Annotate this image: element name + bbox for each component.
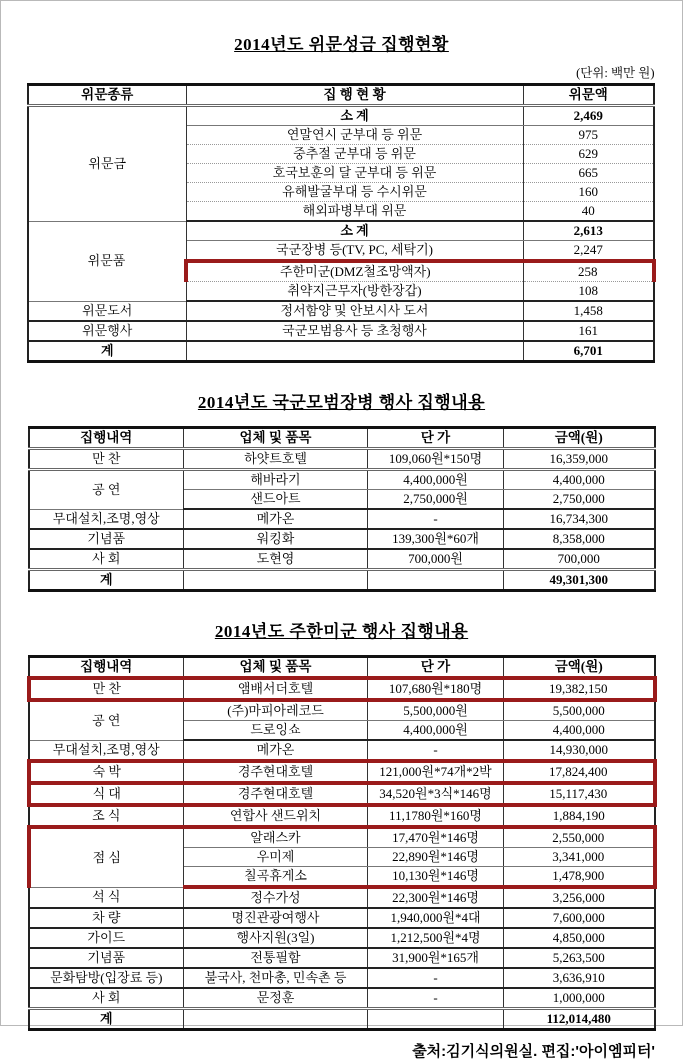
cell-exec: 연말연시 군부대 등 위문 bbox=[186, 126, 523, 145]
cell-amount: 7,600,000 bbox=[504, 908, 655, 928]
cell-amount: 161 bbox=[523, 321, 654, 341]
cell-unit-price: 17,470원*146명 bbox=[368, 827, 504, 848]
cell-unit-price: 139,300원*60개 bbox=[368, 529, 504, 549]
cell-amount: 2,247 bbox=[523, 241, 654, 262]
consolation-fund-table bbox=[27, 83, 656, 363]
cell-empty bbox=[184, 570, 368, 591]
table-row bbox=[29, 968, 655, 988]
cell-vendor: 우미제 bbox=[184, 848, 368, 867]
cell-amount: 4,400,000 bbox=[504, 470, 655, 490]
cell-category: 사 회 bbox=[29, 988, 184, 1009]
cell-amount: 5,500,000 bbox=[504, 700, 655, 721]
cell-amount: 108 bbox=[523, 282, 654, 302]
cell-category: 차 량 bbox=[29, 908, 184, 928]
total-amount: 49,301,300 bbox=[504, 570, 655, 591]
header-unit-price: 단 가 bbox=[368, 657, 504, 679]
cell-amount: 3,341,000 bbox=[504, 848, 655, 867]
total-amount: 112,014,480 bbox=[504, 1009, 655, 1030]
cell-category: 무대설치,조명,영상 bbox=[29, 509, 184, 529]
cell-amount: 17,824,400 bbox=[504, 761, 655, 783]
cell-amount: 629 bbox=[523, 145, 654, 164]
table-row-highlighted bbox=[29, 783, 655, 805]
unit-note: (단위: 백만 원) bbox=[576, 66, 655, 80]
table-row bbox=[28, 221, 654, 241]
cell-category: 숙 박 bbox=[29, 761, 184, 783]
table-row bbox=[29, 529, 655, 549]
table-row-highlighted bbox=[29, 827, 655, 848]
table-header-row bbox=[29, 657, 655, 679]
cell-vendor: 전통필함 bbox=[184, 948, 368, 968]
cell-amount: 2,550,000 bbox=[504, 827, 655, 848]
table-row bbox=[29, 470, 655, 490]
table-row bbox=[29, 908, 655, 928]
cell-vendor: 칠곡휴게소 bbox=[184, 867, 368, 888]
cell-empty bbox=[186, 341, 523, 362]
cell-unit-price: 1,940,000원*4대 bbox=[368, 908, 504, 928]
cell-amount: 2,613 bbox=[523, 221, 654, 241]
cell-amount: 2,469 bbox=[523, 106, 654, 126]
cell-category: 조 식 bbox=[29, 805, 184, 827]
cell-vendor: 메가온 bbox=[184, 740, 368, 761]
cell-exec-usfk-dmz: 주한미군(DMZ철조망액자) bbox=[186, 261, 523, 282]
cell-vendor: 명진관광여행사 bbox=[184, 908, 368, 928]
total-label: 계 bbox=[28, 341, 186, 362]
cell-unit-price: - bbox=[368, 988, 504, 1009]
table-row bbox=[29, 928, 655, 948]
category-performance: 공 연 bbox=[29, 470, 184, 510]
cell-unit-price: 700,000원 bbox=[368, 549, 504, 570]
cell-unit-price: 107,680원*180명 bbox=[368, 678, 504, 700]
cell-exec: 호국보훈의 달 군부대 등 위문 bbox=[186, 164, 523, 183]
usfk-event-table bbox=[27, 655, 657, 1031]
cell-vendor: 하얏트호텔 bbox=[184, 449, 368, 470]
table-header-row bbox=[28, 85, 654, 106]
cell-amount: 4,400,000 bbox=[504, 721, 655, 741]
cell-amount: 700,000 bbox=[504, 549, 655, 570]
cell-empty bbox=[368, 1009, 504, 1030]
cell-exec: 취약지근무자(방한장갑) bbox=[186, 282, 523, 302]
cell-vendor: 메가온 bbox=[184, 509, 368, 529]
cell-vendor: 문정훈 bbox=[184, 988, 368, 1009]
cell-amount: 665 bbox=[523, 164, 654, 183]
header-vendor: 업체 및 품목 bbox=[184, 657, 368, 679]
cell-amount: 16,734,300 bbox=[504, 509, 655, 529]
cell-exec: 중추절 군부대 등 위문 bbox=[186, 145, 523, 164]
table-row bbox=[29, 948, 655, 968]
cell-vendor: 도현영 bbox=[184, 549, 368, 570]
cell-amount: 40 bbox=[523, 202, 654, 222]
category-consolation-events: 위문행사 bbox=[28, 321, 186, 341]
cell-amount: 19,382,150 bbox=[504, 678, 655, 700]
cell-amount: 2,750,000 bbox=[504, 490, 655, 510]
cell-amount: 15,117,430 bbox=[504, 783, 655, 805]
cell-exec: 소 계 bbox=[186, 221, 523, 241]
table-row bbox=[29, 887, 655, 908]
cell-vendor: 알래스카 bbox=[184, 827, 368, 848]
cell-unit-price: 109,060원*150명 bbox=[368, 449, 504, 470]
total-amount: 6,701 bbox=[523, 341, 654, 362]
table-total-row bbox=[29, 1009, 655, 1030]
cell-vendor: 샌드아트 bbox=[184, 490, 368, 510]
category-lunch: 점 심 bbox=[29, 827, 184, 887]
cell-category: 만 찬 bbox=[29, 678, 184, 700]
cell-vendor: 경주현대호텔 bbox=[184, 783, 368, 805]
header-amount: 금액(원) bbox=[504, 657, 655, 679]
table-total-row bbox=[28, 341, 654, 362]
cell-unit-price: 4,400,000원 bbox=[368, 721, 504, 741]
cell-vendor: 정수가성 bbox=[184, 887, 368, 908]
total-label: 계 bbox=[29, 1009, 184, 1030]
table-row-highlighted bbox=[29, 678, 655, 700]
category-consolation-goods: 위문품 bbox=[28, 221, 186, 301]
cell-unit-price: 11,1780원*160명 bbox=[368, 805, 504, 827]
total-label: 계 bbox=[29, 570, 184, 591]
cell-category: 기념품 bbox=[29, 529, 184, 549]
cell-amount: 3,256,000 bbox=[504, 887, 655, 908]
category-consolation-money: 위문금 bbox=[28, 106, 186, 222]
cell-exec: 해외파병부대 위문 bbox=[186, 202, 523, 222]
table3-title: 2014년도 주한미군 행사 집행내용 bbox=[214, 622, 469, 641]
header-amount: 위문액 bbox=[523, 85, 654, 106]
cell-exec: 소 계 bbox=[186, 106, 523, 126]
cell-amount: 14,930,000 bbox=[504, 740, 655, 761]
cell-category: 문화탐방(입장료 등) bbox=[29, 968, 184, 988]
cell-unit-price: 4,400,000원 bbox=[368, 470, 504, 490]
cell-unit-price: 5,500,000원 bbox=[368, 700, 504, 721]
cell-unit-price: - bbox=[368, 509, 504, 529]
model-soldiers-event-table bbox=[28, 426, 656, 592]
cell-vendor: 워킹화 bbox=[184, 529, 368, 549]
header-amount: 금액(원) bbox=[504, 428, 655, 449]
table-row bbox=[28, 321, 654, 341]
cell-unit-price: 121,000원*74개*2박 bbox=[368, 761, 504, 783]
cell-amount: 3,636,910 bbox=[504, 968, 655, 988]
cell-unit-price: 10,130원*146명 bbox=[368, 867, 504, 888]
table-row bbox=[29, 700, 655, 721]
cell-amount: 975 bbox=[523, 126, 654, 145]
table-row bbox=[28, 301, 654, 321]
table-header-row bbox=[29, 428, 655, 449]
cell-exec: 국군모범용사 등 초청행사 bbox=[186, 321, 523, 341]
cell-vendor: 드로잉쇼 bbox=[184, 721, 368, 741]
cell-amount-usfk-dmz: 258 bbox=[523, 261, 654, 282]
cell-unit-price: 22,890원*146명 bbox=[368, 848, 504, 867]
cell-exec: 유해발굴부대 등 수시위문 bbox=[186, 183, 523, 202]
cell-amount: 4,850,000 bbox=[504, 928, 655, 948]
header-type: 위문종류 bbox=[28, 85, 186, 106]
cell-unit-price: 31,900원*165개 bbox=[368, 948, 504, 968]
cell-vendor: 해바라기 bbox=[184, 470, 368, 490]
cell-unit-price: 2,750,000원 bbox=[368, 490, 504, 510]
cell-exec: 국군장병 등(TV, PC, 세탁기) bbox=[186, 241, 523, 262]
table-row bbox=[29, 805, 655, 827]
cell-vendor: 앰배서더호텔 bbox=[184, 678, 368, 700]
cell-vendor: 행사지원(3일) bbox=[184, 928, 368, 948]
header-category: 집행내역 bbox=[29, 428, 184, 449]
cell-amount: 1,478,900 bbox=[504, 867, 655, 888]
cell-vendor: 불국사, 천마총, 민속촌 등 bbox=[184, 968, 368, 988]
cell-vendor: (주)마피아레코드 bbox=[184, 700, 368, 721]
category-performance: 공 연 bbox=[29, 700, 184, 740]
cell-category: 석 식 bbox=[29, 887, 184, 908]
header-category: 집행내역 bbox=[29, 657, 184, 679]
header-vendor: 업체 및 품목 bbox=[184, 428, 368, 449]
table-row bbox=[29, 988, 655, 1009]
category-consolation-books: 위문도서 bbox=[28, 301, 186, 321]
cell-category: 기념품 bbox=[29, 948, 184, 968]
cell-category: 사 회 bbox=[29, 549, 184, 570]
table-row bbox=[29, 449, 655, 470]
table-row bbox=[29, 549, 655, 570]
cell-unit-price: 34,520원*3식*146명 bbox=[368, 783, 504, 805]
cell-unit-price: 1,212,500원*4명 bbox=[368, 928, 504, 948]
table-row bbox=[29, 509, 655, 529]
table1-title: 2014년도 위문성금 집행현황 bbox=[234, 35, 449, 54]
header-exec-status: 집 행 현 황 bbox=[186, 85, 523, 106]
cell-unit-price: - bbox=[368, 740, 504, 761]
table-total-row bbox=[29, 570, 655, 591]
cell-empty bbox=[368, 570, 504, 591]
cell-vendor: 경주현대호텔 bbox=[184, 761, 368, 783]
cell-exec: 정서함양 및 안보시사 도서 bbox=[186, 301, 523, 321]
cell-unit-price: - bbox=[368, 968, 504, 988]
table-row bbox=[29, 740, 655, 761]
cell-amount: 16,359,000 bbox=[504, 449, 655, 470]
source-note: 출처:김기식의원실. 편집:'아이엠피터' bbox=[412, 1043, 655, 1060]
table-row-highlighted bbox=[29, 761, 655, 783]
cell-vendor: 연합사 샌드위치 bbox=[184, 805, 368, 827]
cell-empty bbox=[184, 1009, 368, 1030]
cell-amount: 1,000,000 bbox=[504, 988, 655, 1009]
header-unit-price: 단 가 bbox=[368, 428, 504, 449]
cell-amount: 160 bbox=[523, 183, 654, 202]
cell-amount: 5,263,500 bbox=[504, 948, 655, 968]
cell-amount: 1,884,190 bbox=[504, 805, 655, 827]
cell-unit-price: 22,300원*146명 bbox=[368, 887, 504, 908]
cell-category: 만 찬 bbox=[29, 449, 184, 470]
cell-amount: 1,458 bbox=[523, 301, 654, 321]
table-row bbox=[28, 106, 654, 126]
cell-category: 무대설치,조명,영상 bbox=[29, 740, 184, 761]
table2-title: 2014년도 국군모범장병 행사 집행내용 bbox=[197, 393, 486, 412]
cell-category: 가이드 bbox=[29, 928, 184, 948]
cell-amount: 8,358,000 bbox=[504, 529, 655, 549]
cell-category: 식 대 bbox=[29, 783, 184, 805]
